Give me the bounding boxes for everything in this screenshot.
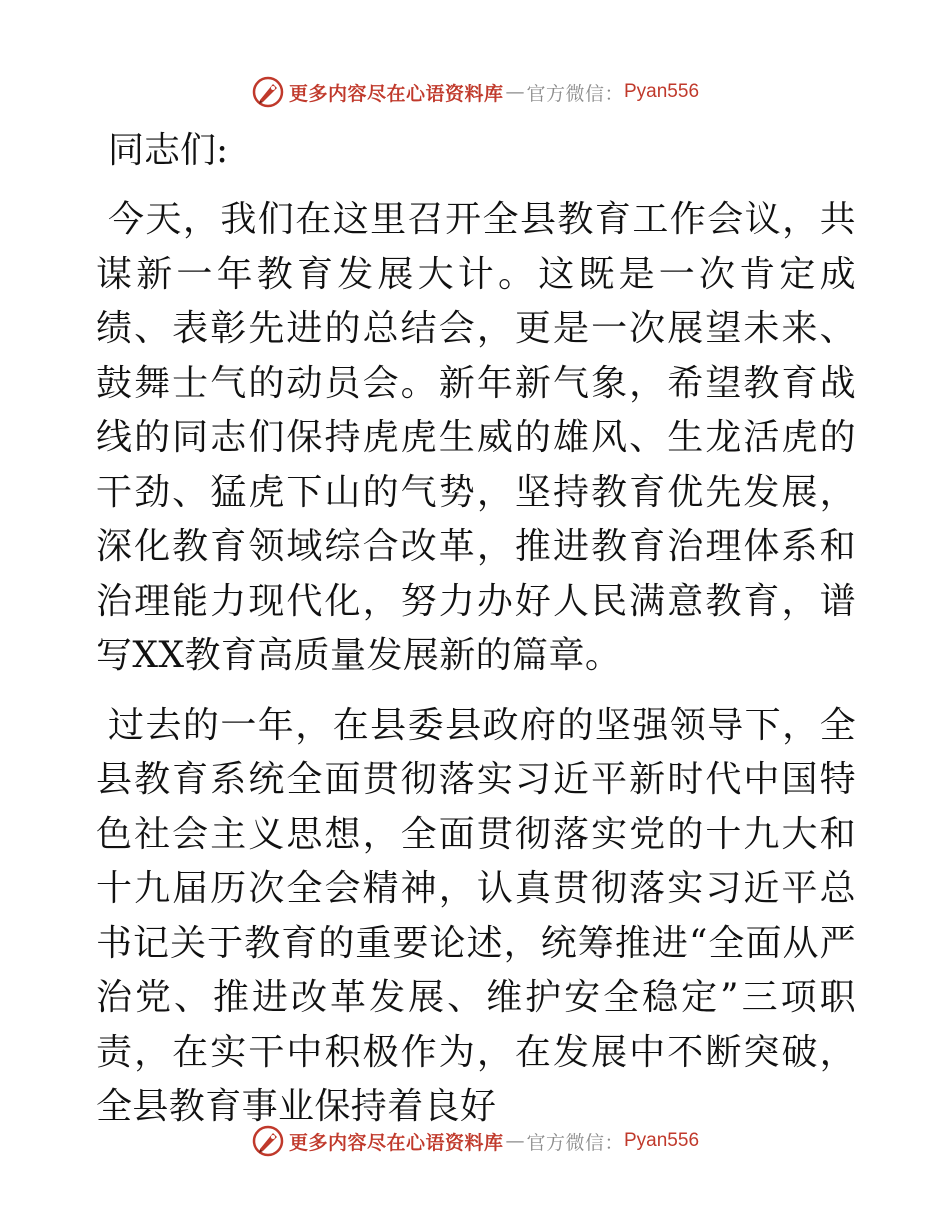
footer-banner [0,1121,950,1161]
banner-secondary-text: 官方微信： [526,1131,624,1154]
document-body [96,124,856,1135]
pen-nib-logo-icon [251,75,285,109]
pen-nib-logo-icon [251,1124,285,1158]
banner-dash: — [505,81,525,103]
header-banner [0,72,950,112]
paragraph: 今天，我们在这里召开全县教育工作会议，共谋新一年教育发展大计。这既是一次肯定成绩、表彰先进的总结会，更是一次展望未来、鼓舞士气的动员会。新年新气象，希望教育战线的同志们保持虎虎生威的雄风、生龙活虎的干劲、猛虎下山的气势，坚持教育优先发展，深化教育领域综合改革，推进教育治理体系和治理能力现代化，努力办好人民满意教育，谱写XX教育高质量发展新的篇章。 [96,199,856,676]
banner-main-text: 更多内容尽在心语资料库 [288,1131,504,1154]
banner-wechat-id: Pyan556 [624,1130,700,1151]
banner-dash: — [505,1130,525,1152]
salutation: 同志们: [108,130,229,171]
banner-main-text: 更多内容尽在心语资料库 [288,82,504,105]
banner-secondary-text: 官方微信： [526,82,624,105]
paragraph: 过去的一年，在县委县政府的坚强领导下，全县教育系统全面贯彻落实习近平新时代中国特色社会主义思想，全面贯彻落实党的十九大和十九届历次全会精神，认真贯彻落实习近平总书记关于教育的重要论述，统筹推进“全面从严治党、推进改革发展、维护安全稳定”三项职责，在实干中积极作为，在发展中不断突破，全县教育事业保持着良好 [96,704,856,1127]
banner-wechat-id: Pyan556 [624,81,700,102]
